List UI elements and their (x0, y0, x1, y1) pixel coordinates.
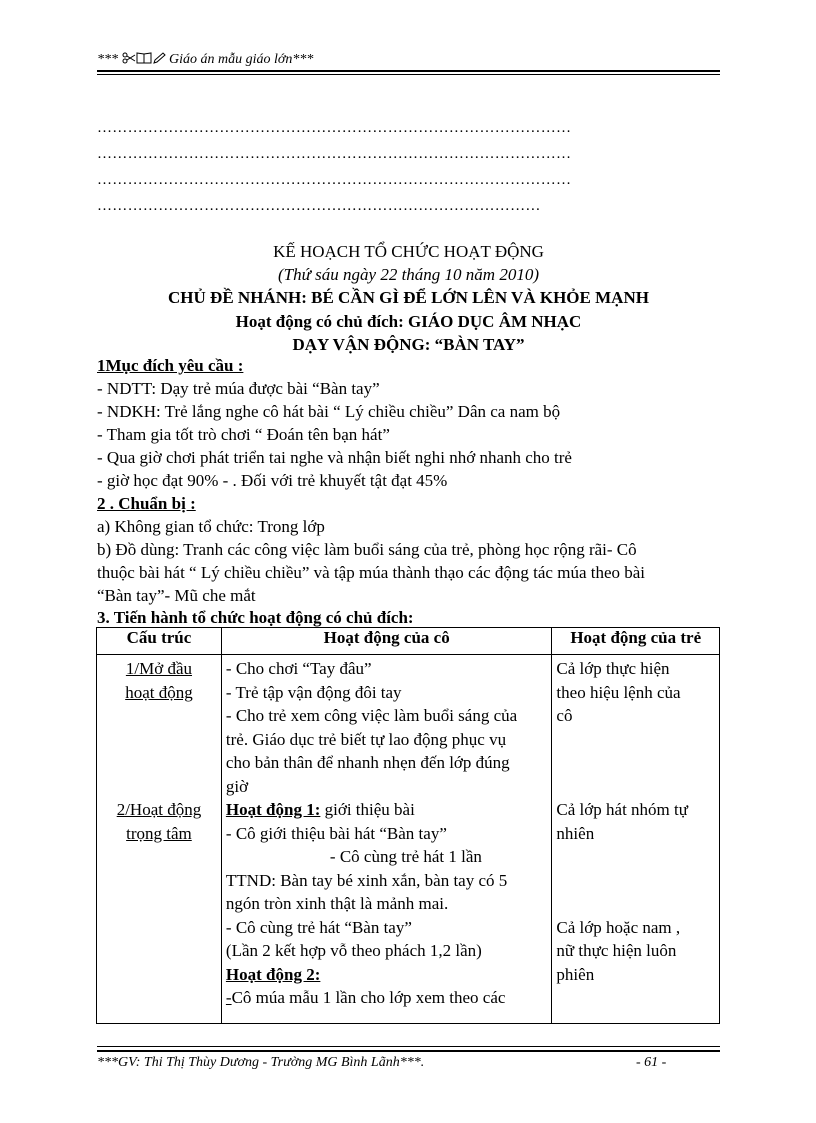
child-line: cô (556, 706, 573, 725)
teacher-line: trẻ. Giáo dục trẻ biết tự lao động phục vụ (225, 729, 507, 749)
child-line: Cả lớp hát nhóm tự (556, 800, 688, 819)
dotted-line: ………………………………………………………………………………… (97, 146, 572, 162)
page-header (97, 51, 313, 69)
teacher-line: - Cô cùng trẻ hát “Bàn tay” (225, 917, 412, 937)
structure-label: hoạt động (125, 682, 193, 702)
teacher-line: - Cho chơi “Tay đâu” (225, 659, 372, 678)
structure-label: trọng tâm (126, 823, 192, 843)
section1-item: - giờ học đạt 90% - . Đối với trẻ khuyết tật đạt 45% (97, 471, 448, 490)
dotted-line: ………………………………………………………………………………… (97, 172, 572, 188)
child-line: nữ thực hiện luôn (556, 941, 677, 960)
footer-author: ***GV: Thi Thị Thùy Dương - Trường MG Bình Lãnh***. (97, 1055, 425, 1070)
page-number: - 61 - (636, 1055, 667, 1070)
section2-heading: 2 . Chuẩn bị : (97, 494, 196, 513)
dotted-line: ………………………………………………………………………………… (97, 120, 572, 136)
section2-materials: “Bàn tay”- Mũ che mắt (97, 586, 256, 605)
section1-item: - Tham gia tốt trò chơi “ Đoán tên bạn hát” (97, 425, 390, 444)
dotted-line: …………………………………………………………………………… (97, 198, 541, 214)
header-rule-thick (97, 70, 720, 72)
child-line: theo hiệu lệnh của (556, 682, 681, 702)
teacher-line: - Cho trẻ xem công việc làm buổi sáng của (225, 706, 518, 725)
header-prefix: *** (97, 52, 122, 68)
dash-mark: - (225, 988, 232, 1007)
section1-heading: 1Mục đích yêu cầu : (97, 356, 244, 375)
table-header-row (97, 628, 720, 655)
section2-materials: b) Đồ dùng: Tranh các công việc làm buổi sáng của trẻ, phòng học rộng rãi- Cô (97, 540, 637, 559)
footer-rule-thin (97, 1046, 720, 1047)
footer-rule-thick (97, 1050, 720, 1052)
teacher-line: ngón tròn xinh thật là mảnh mai. (225, 894, 449, 913)
header-teacher-activity: Hoạt động của cô (221, 628, 552, 655)
section2-space: a) Không gian tổ chức: Trong lớp (97, 517, 325, 536)
plan-theme: CHỦ ĐỀ NHÁNH: BÉ CẦN GÌ ĐỂ LỚN LÊN VÀ KHỎE MẠNH (168, 288, 649, 307)
plan-lesson: DẠY VẬN ĐỘNG: “BÀN TAY” (292, 335, 525, 354)
teacher-line: TTND: Bàn tay bé xinh xắn, bàn tay có 5 (225, 870, 508, 890)
teacher-line (222, 986, 552, 1010)
pencil-icon (152, 52, 166, 69)
header-title: Giáo án mẫu giáo lớn*** (169, 52, 314, 68)
table-row (97, 655, 720, 1024)
plan-date: (Thứ sáu ngày 22 tháng 10 năm 2010) (278, 265, 539, 284)
activity-table (96, 627, 720, 1024)
teacher-line: (Lần 2 kết hợp vỗ theo phách 1,2 lần) (225, 941, 482, 960)
book-icon (136, 51, 152, 69)
section1-item: - Qua giờ chơi phát triển tai nghe và nhận biết nghi nhớ nhanh cho trẻ (97, 448, 572, 467)
activity-2-label: Hoạt động 2: (225, 964, 321, 984)
header-rule-thin (97, 74, 720, 75)
activity-1-text: giới thiệu bài (320, 800, 415, 819)
teacher-line: - Trẻ tập vận động đôi tay (225, 682, 402, 702)
structure-label: 1/Mở đầu (125, 659, 193, 678)
teacher-line-text: Cô múa mẫu 1 lần cho lớp xem theo các (231, 988, 506, 1007)
teacher-line: - Cô giới thiệu bài hát “Bàn tay” (225, 823, 447, 843)
section1-item: - NDKH: Trẻ lắng nghe cô hát bài “ Lý chiều chiều” Dân ca nam bộ (97, 402, 561, 421)
teacher-activity-cell (221, 655, 552, 1024)
section1-item: - NDTT: Dạy trẻ múa được bài “Bàn tay” (97, 379, 380, 398)
plan-activity: Hoạt động có chủ đích: GIÁO DỤC ÂM NHẠC (235, 312, 582, 331)
section2-materials: thuộc bài hát “ Lý chiều chiều” và tập múa thành thạo các động tác múa theo bài (97, 563, 646, 582)
teacher-line: cho bản thân để nhanh nhẹn đến lớp đúng (225, 753, 510, 772)
child-activity-cell (552, 655, 720, 1024)
structure-label: 2/Hoạt động (116, 800, 202, 819)
header-child-activity: Hoạt động của trẻ (552, 628, 720, 655)
section3-heading: 3. Tiến hành tổ chức hoạt động có chủ đích: (97, 608, 414, 627)
structure-cell (97, 655, 222, 1024)
activity-1-label: Hoạt động 1: (225, 800, 321, 819)
child-line: Cả lớp thực hiện (556, 659, 670, 678)
scissors-icon (122, 52, 136, 69)
plan-title: KẾ HOẠCH TỔ CHỨC HOẠT ĐỘNG (273, 242, 544, 261)
child-line: Cả lớp hoặc nam , (556, 917, 681, 937)
child-line: phiên (556, 964, 595, 984)
child-line: nhiên (556, 823, 595, 843)
teacher-line (222, 798, 552, 822)
teacher-line: - Cô cùng trẻ hát 1 lần (329, 847, 482, 866)
teacher-line: giờ (225, 776, 249, 796)
header-structure: Cấu trúc (97, 628, 222, 655)
